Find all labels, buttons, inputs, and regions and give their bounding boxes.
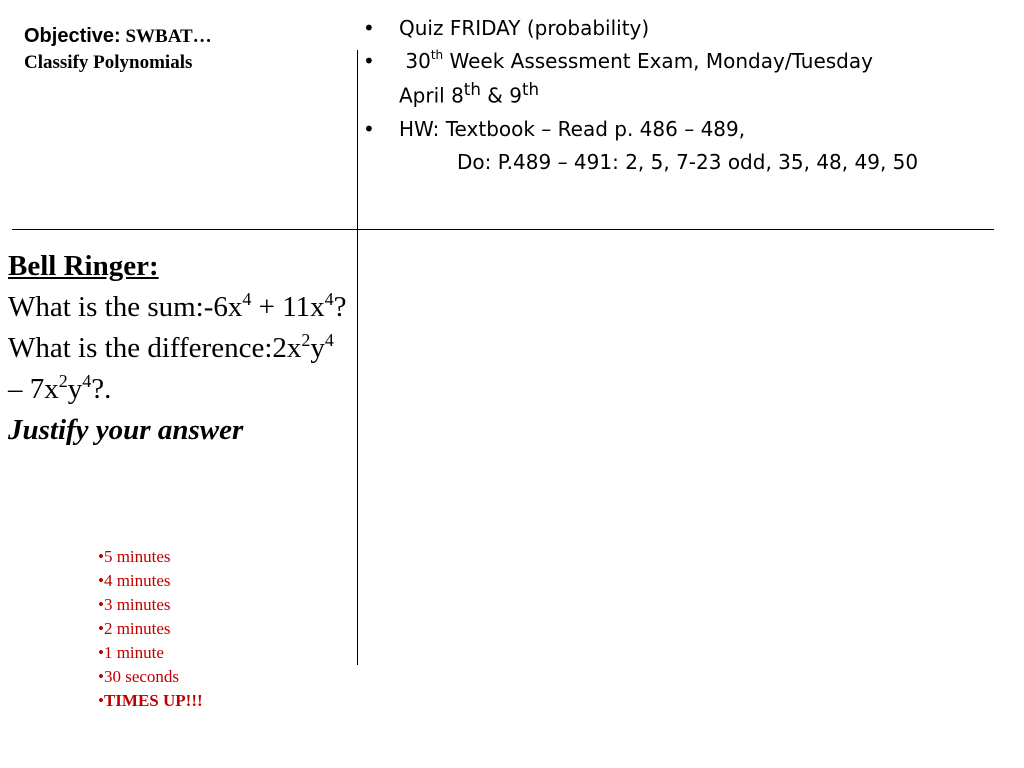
timer-item: •3 minutes bbox=[98, 595, 171, 614]
exam-date-a-sup: th bbox=[463, 80, 481, 99]
timer-item: •4 minutes bbox=[98, 571, 171, 590]
timer-list bbox=[98, 545, 203, 713]
justify-instruction: Justify your answer bbox=[8, 414, 244, 446]
exponent: 2 bbox=[58, 371, 68, 391]
question-sum bbox=[8, 287, 353, 328]
question-sum-text: ? bbox=[333, 291, 347, 323]
note-quiz bbox=[360, 12, 1010, 45]
exam-number: 30 bbox=[405, 49, 431, 73]
timer-item: •30 seconds bbox=[98, 667, 180, 686]
exponent: 2 bbox=[301, 330, 311, 350]
note-exam bbox=[360, 45, 1010, 78]
note-exam-dates bbox=[360, 73, 1010, 113]
question-diff-text: – 7x bbox=[8, 373, 59, 405]
bullet: • bbox=[363, 49, 375, 73]
timer-item: •2 minutes bbox=[98, 619, 171, 638]
bullet: • bbox=[363, 116, 375, 141]
timer-item: •5 minutes bbox=[98, 547, 171, 566]
times-up-text: TIMES UP!!! bbox=[103, 691, 203, 710]
question-diff-text: y bbox=[67, 373, 83, 405]
objective-swbat: SWBAT… bbox=[120, 26, 212, 47]
timer-times-up bbox=[98, 689, 203, 713]
horizontal-divider bbox=[12, 229, 994, 230]
homework-do: Do: P.489 – 491: 2, 5, 7-23 odd, 35, 48, 49, 50 bbox=[457, 149, 919, 174]
objective-topic: Classify Polynomials bbox=[24, 52, 193, 73]
exponent: 4 bbox=[242, 289, 252, 309]
quiz-text: Quiz FRIDAY (probability) bbox=[399, 16, 650, 40]
objective-block bbox=[24, 22, 344, 75]
homework-read: HW: Textbook – Read p. 486 – 489, bbox=[399, 116, 746, 141]
exponent: 4 bbox=[324, 289, 334, 309]
timer-item: •1 minute bbox=[98, 643, 164, 662]
exponent: 4 bbox=[324, 330, 334, 350]
exam-number-sup: th bbox=[430, 48, 444, 62]
vertical-divider bbox=[357, 50, 358, 665]
question-sum-text: What is the sum:-6x bbox=[8, 291, 243, 323]
bullet: • bbox=[363, 16, 375, 40]
announcements-list bbox=[360, 12, 1010, 179]
objective-heading bbox=[24, 22, 344, 51]
question-difference bbox=[8, 328, 353, 410]
exam-date-mid: & 9 bbox=[480, 83, 522, 108]
question-diff-text: y bbox=[310, 332, 325, 364]
timer-bullet: • bbox=[98, 691, 104, 710]
exponent: 4 bbox=[82, 371, 92, 391]
question-diff-text: ?. bbox=[91, 373, 112, 405]
bell-ringer-title: Bell Ringer: bbox=[8, 250, 159, 282]
bell-ringer bbox=[8, 246, 353, 451]
exam-date-a: April 8 bbox=[399, 83, 464, 108]
note-homework bbox=[360, 113, 1010, 146]
question-diff-text: What is the difference:2x bbox=[8, 332, 302, 364]
objective-label: Objective: bbox=[24, 25, 121, 47]
question-sum-text: + 11x bbox=[251, 291, 325, 323]
exam-text: Week Assessment Exam, Monday/Tuesday bbox=[443, 49, 873, 73]
exam-date-b-sup: th bbox=[521, 80, 540, 99]
